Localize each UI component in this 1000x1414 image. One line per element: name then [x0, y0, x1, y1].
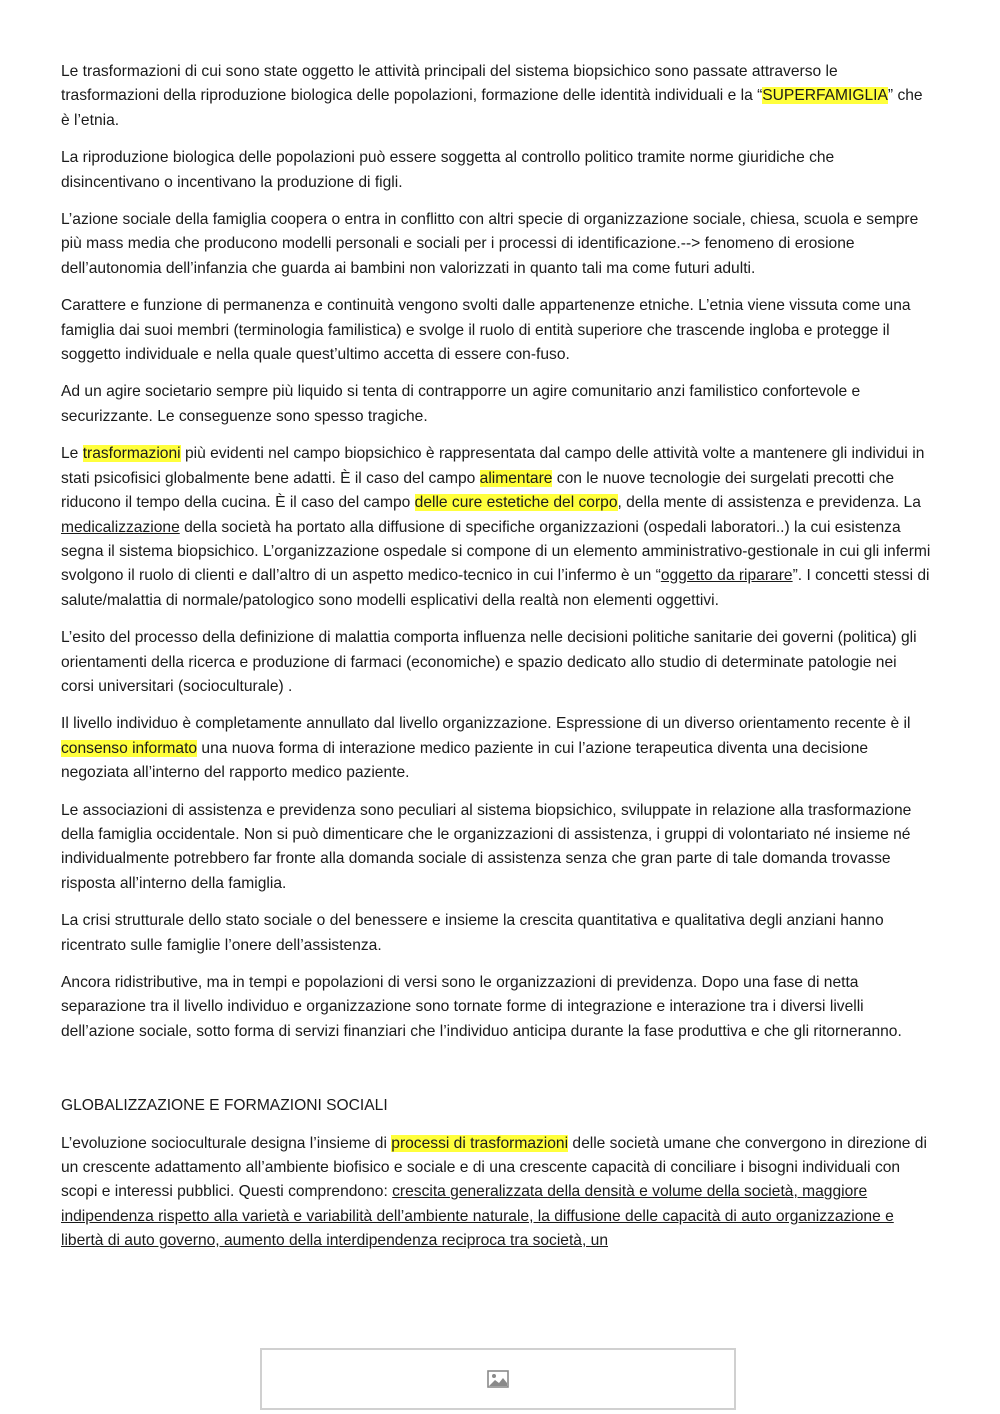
text-run: L’esito del processo della definizione di malattia comporta influenza nelle decisioni politiche sanitarie dei governi (politica) gli orientamenti della ricerca e produzione di farmaci (economiche) e spazio dedicato allo studio di determinate patologie nei corsi universitari (socioculturale) .: [61, 629, 917, 695]
highlighted-text: delle cure estetiche del corpo: [414, 494, 618, 512]
text-run: Ancora ridistributive, ma in tempi e popolazioni di versi sono le organizzazioni di previdenza. Dopo una fase di netta separazione tra il livello individuo e organizzazione sono tornate forme di integrazione e interazione tra i diversi livelli dell’azione sociale, sotto forma di servizi finanziari che l’individuo anticipa durante la fase produttiva e che gli ritorneranno.: [61, 974, 902, 1040]
paragraph: [61, 294, 933, 367]
paragraphs: [61, 60, 933, 1044]
highlighted-text: consenso informato: [61, 739, 198, 757]
highlighted-text: processi di trasformazioni: [391, 1134, 569, 1152]
paragraph: [61, 626, 933, 699]
text-run: delle società umane che convergono in direzione di un crescente adattamento all’ambiente biofisico e sociale e di una crescente capacità di conciliare i bisogni individuali con scopi e interessi pubblici. Questi comprendono:: [61, 1134, 927, 1201]
paragraph: [61, 146, 933, 195]
text-run: più evidenti nel campo biopsichico è rappresentata dal campo delle attività volte a mantenere gli individui in stati psicofisici globalmente bene adatti. È il caso del campo: [61, 445, 925, 487]
highlighted-text: alimentare: [479, 469, 553, 487]
text-run: , della mente di assistenza e previdenza. La: [617, 494, 921, 512]
final-paragraph: [61, 1132, 933, 1254]
image-icon: [487, 1370, 509, 1388]
highlighted-text: SUPERFAMIGLIA: [762, 87, 888, 105]
text-run: L’evoluzione socioculturale designa l’insieme di: [61, 1134, 392, 1152]
paragraph: [61, 712, 933, 785]
highlighted-text: trasformazioni: [82, 445, 181, 463]
underlined-text: oggetto da riparare: [660, 567, 793, 585]
text-run: Carattere e funzione di permanenza e continuità vengono svolti dalle appartenenze etniche. L’etnia viene vissuta come una famiglia dai suoi membri (terminologia familistica) e svolge il ruolo di entità superiore che trascende ingloba e protegge il soggetto individuale e nella quale quest’ultimo accetta di essere con-fuso.: [61, 297, 911, 364]
text-run: La riproduzione biologica delle popolazioni può essere soggetta al controllo politico tramite norme giuridiche che disincentivano o incentivano la produzione di figli.: [61, 149, 835, 191]
text-run: L’azione sociale della famiglia coopera o entra in conflitto con altri specie di organizzazione sociale, chiesa, scuola e sempre più mass media che producono modelli personali e sociali per i processi di identificazione.--> fenomeno di erosione dell’autonomia dell’infanzia che guarda ai bambini non valorizzati in quanto tali ma come futuri adulti.: [61, 211, 919, 277]
paragraph: [61, 799, 933, 897]
section-heading: GLOBALIZZAZIONE E FORMAZIONI SOCIALI: [61, 1097, 388, 1115]
text-run: una nuova forma di interazione medico paziente in cui l’azione terapeutica diventa una decisione negoziata all’interno del rapporto medico paziente.: [61, 739, 869, 782]
text-run: La crisi strutturale dello stato sociale o del benessere e insieme la crescita quantitativa e qualitativa degli anziani hanno ricentrato sulle famiglie l’onere dell’assistenza.: [61, 912, 884, 954]
underlined-text: medicalizzazione: [61, 518, 180, 536]
text-run: della società ha portato alla diffusione di specifiche organizzazioni (ospedali laboratori..) la cui esistenza segna il sistema biopsichico. L’organizzazione ospedale si compone di un elemento amministrativo-gestionale in cui gli infermi svolgono il ruolo di clienti e dall’altro di un aspetto medico-tecnico in cui l’infermo è un “: [61, 518, 931, 585]
text-run: con le nuove tecnologie dei surgelati precotti che riducono il tempo della cucina. È il caso del campo: [61, 469, 895, 512]
image-placeholder: [260, 1348, 736, 1410]
paragraph: [61, 208, 933, 281]
paragraph: [61, 971, 933, 1044]
text-run: Il livello individuo è completamente annullato dal livello organizzazione. Espressione di un diverso orientamento recente è il: [61, 715, 911, 733]
text-run: Le: [61, 445, 83, 463]
text-run: Ad un agire societario sempre più liquido si tenta di contrapporre un agire comunitario anzi familistico confortevole e securizzante. Le conseguenze sono spesso tragiche.: [61, 383, 861, 425]
text-run: ”. I concetti stessi di salute/malattia di normale/patologico sono modelli esplicativi della realtà non elementi oggettivi.: [61, 567, 930, 609]
underlined-text: crescita generalizzata della densità e volume della società, maggiore indipendenza rispetto alla varietà e variabilità dell’ambiente naturale, la diffusione delle capacità di auto organizzazione e libertà di auto governo, aumento della interdipendenza reciproca tra società, un: [61, 1183, 894, 1250]
text-run: Le associazioni di assistenza e previdenza sono peculiari al sistema biopsichico, sviluppate in relazione alla trasformazione della famiglia occidentale. Non si può dimenticare che le organizzazioni di assistenza, i gruppi di volontariato né insieme né individualmente potrebbero far fronte alla domanda sociale di assistenza senza che gran parte di tale domanda trovasse risposta all’interno della famiglia.: [61, 801, 912, 892]
text-run: ” che è l’etnia.: [61, 87, 923, 129]
paragraph: [61, 380, 933, 429]
document-body: [61, 60, 933, 1267]
text-run: Le trasformazioni di cui sono state oggetto le attività principali del sistema biopsichico sono passate attraverso le trasformazioni della riproduzione biologica delle popolazioni, formazione delle identità individuali e la “: [61, 63, 838, 105]
paragraph: [61, 60, 933, 133]
paragraph: [61, 909, 933, 958]
paragraph: [61, 442, 933, 613]
